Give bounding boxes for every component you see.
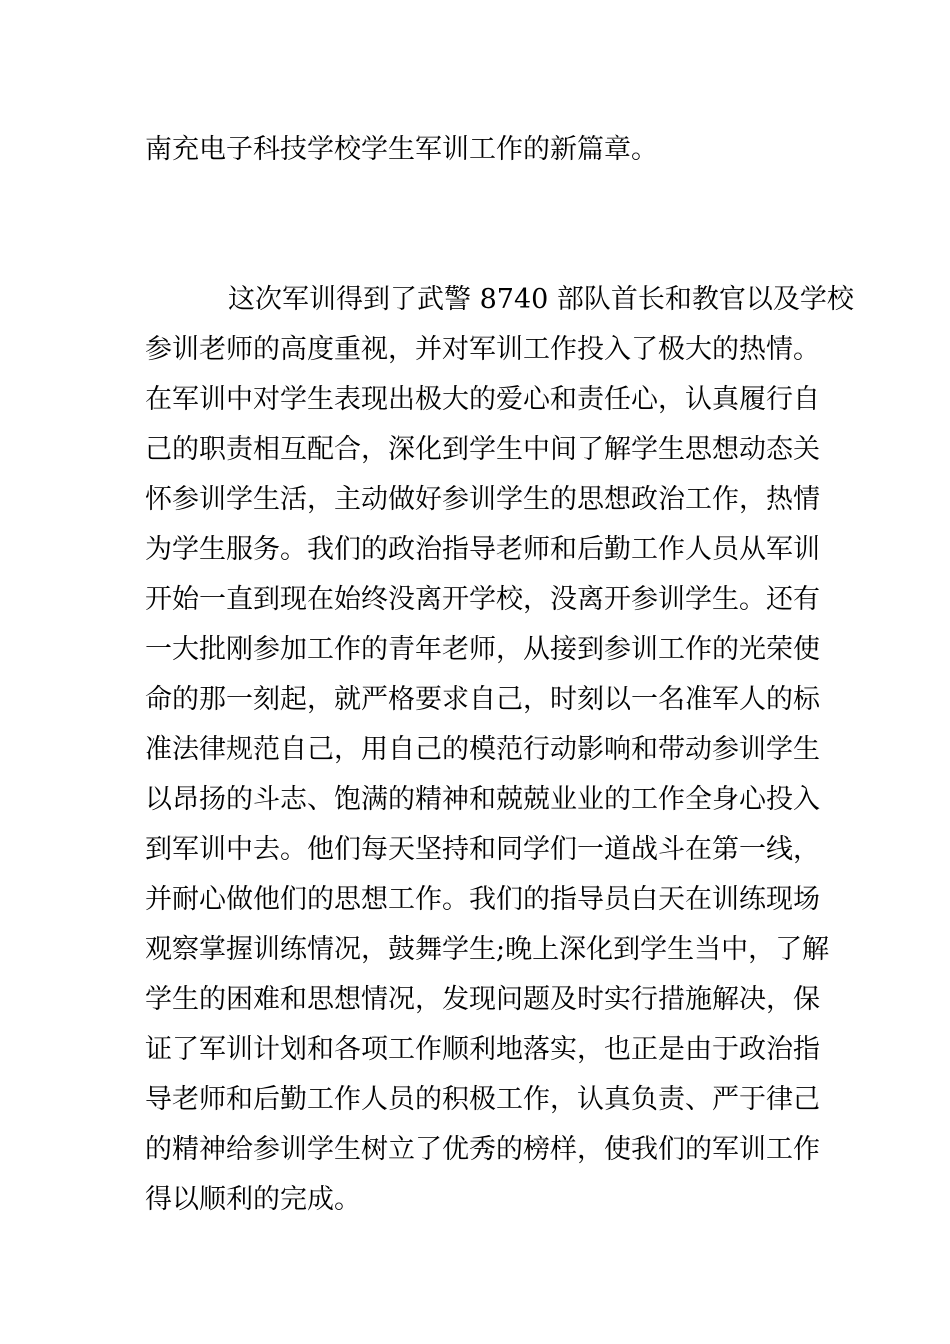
paragraph-line: 怀参训学生活，主动做好参训学生的思想政治工作，热情 xyxy=(145,484,820,515)
paragraph-line: 得以顺利的完成。 xyxy=(145,1184,361,1215)
paragraph-line: 一大批刚参加工作的青年老师，从接到参训工作的光荣使 xyxy=(145,634,820,665)
paragraph-line: 以昂扬的斗志、饱满的精神和兢兢业业的工作全身心投入 xyxy=(145,784,820,815)
paragraph-line: 在军训中对学生表现出极大的爱心和责任心，认真履行自 xyxy=(145,384,820,415)
paragraph-line: 这次军训得到了武警 8740 部队首长和教官以及学校 xyxy=(228,284,854,315)
paragraph-line: 观察掌握训练情况，鼓舞学生;晚上深化到学生当中，了解 xyxy=(145,934,830,965)
paragraph-line: 到军训中去。他们每天坚持和同学们一道战斗在第一线， xyxy=(145,834,820,865)
paragraph-line: 导老师和后勤工作人员的积极工作，认真负责、严于律己 xyxy=(145,1084,820,1115)
paragraph-line: 为学生服务。我们的政治指导老师和后勤工作人员从军训 xyxy=(145,534,820,565)
paragraph-line: 己的职责相互配合，深化到学生中间了解学生思想动态关 xyxy=(145,434,820,465)
paragraph-line: 准法律规范自己，用自己的模范行动影响和带动参训学生 xyxy=(145,734,820,765)
paragraph-line: 学生的困难和思想情况，发现问题及时实行措施解决，保 xyxy=(145,984,820,1015)
paragraph-line: 并耐心做他们的思想工作。我们的指导员白天在训练现场 xyxy=(145,884,820,915)
paragraph-line: 开始一直到现在始终没离开学校，没离开参训学生。还有 xyxy=(145,584,820,615)
paragraph-line: 参训老师的高度重视，并对军训工作投入了极大的热情。 xyxy=(145,334,820,365)
paragraph-line: 证了军训计划和各项工作顺利地落实，也正是由于政治指 xyxy=(145,1034,820,1065)
continued-paragraph-line: 南充电子科技学校学生军训工作的新篇章。 xyxy=(145,134,658,165)
paragraph-line: 命的那一刻起，就严格要求自己，时刻以一名准军人的标 xyxy=(145,684,820,715)
paragraph-line: 的精神给参训学生树立了优秀的榜样，使我们的军训工作 xyxy=(145,1134,820,1165)
